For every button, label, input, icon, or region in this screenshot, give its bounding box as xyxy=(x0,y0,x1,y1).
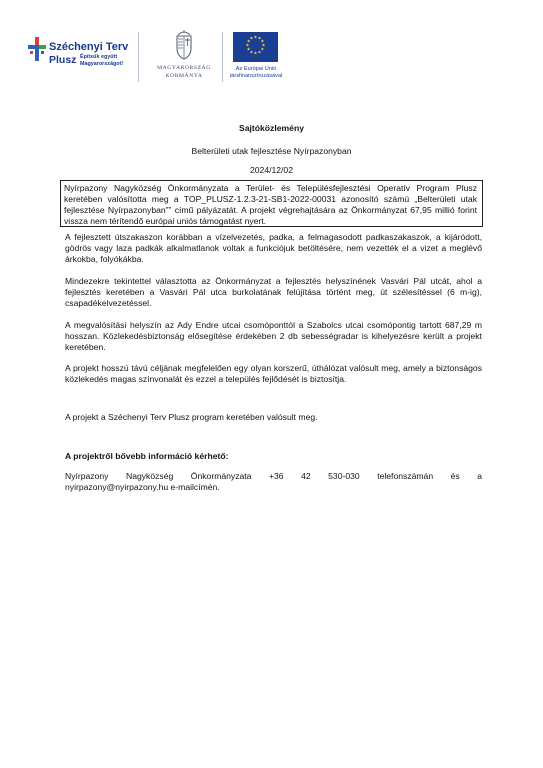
magyarorszag-kormanya-logo xyxy=(145,30,223,82)
contact-line-1: Nyírpazony Nagyközség Önkormányzata +36 42 530-030 telefonszámán és a xyxy=(65,471,482,481)
svg-text:★: ★ xyxy=(249,36,254,42)
kormany-line-1: MAGYARORSZÁG xyxy=(157,65,211,71)
document-date: 2024/12/02 xyxy=(249,165,293,175)
kormany-line-2: KORMÁNYA xyxy=(165,73,203,79)
svg-text:★: ★ xyxy=(253,35,258,41)
eu-line-2: társfinanszírozásával xyxy=(229,73,283,79)
contact-line-2: nyirpazony@nyirpazony.hu e-mailcímén. xyxy=(65,482,220,492)
svg-text:★: ★ xyxy=(257,50,262,56)
svg-text:★: ★ xyxy=(260,39,265,45)
sztp-cross-icon xyxy=(28,37,46,61)
eu-line-1: Az Európai Unió xyxy=(235,66,277,72)
svg-text:★: ★ xyxy=(249,50,254,56)
document-title: Sajtóközlemény xyxy=(239,123,304,133)
sztp-title: Széchenyi Terv xyxy=(49,41,129,53)
svg-text:★: ★ xyxy=(257,36,262,42)
eu-flag-icon xyxy=(233,32,278,62)
sztp-tagline-2: Magyarországot! xyxy=(80,60,124,67)
coat-of-arms-icon xyxy=(173,30,195,60)
document-subtitle: Belterületi utak fejlesztése Nyírpazonyban xyxy=(191,146,352,156)
paragraph-5: A projekt a Széchenyi Terv Plusz program keretében valósult meg. xyxy=(65,412,318,422)
info-heading: A projektről bővebb információ kérhető: xyxy=(65,451,229,461)
szechenyi-terv-plusz-logo xyxy=(28,35,138,80)
header xyxy=(0,0,543,95)
eu-logo xyxy=(222,32,288,84)
svg-text:★: ★ xyxy=(246,39,251,45)
project-summary-box xyxy=(60,180,483,227)
paragraph-1: A fejlesztett útszakaszon korábban a vízelvezetés, padka, a felmagasodott padkaszakaszok, a kijáródott, gödrös vagy laza padkák alkalmatlanok voltak a funkciójuk betöltésére, nem vezették el a vizet a meglévő árkokba, folyókákba. xyxy=(65,232,482,264)
sztp-tagline-1: Építsük együtt xyxy=(80,54,118,60)
svg-text:★: ★ xyxy=(245,43,250,49)
svg-text:★: ★ xyxy=(261,43,266,49)
svg-text:★: ★ xyxy=(260,47,265,53)
logo-divider xyxy=(138,32,139,82)
sztp-tagline xyxy=(80,54,140,68)
sztp-plus: Plusz xyxy=(49,54,77,66)
paragraph-3: A megvalósítási helyszín az Ady Endre utcai csomóponttól a Szabolcs utcai csomópontig tartott 687,29 m hosszan. Közlekedésbiztonság elősegítése érdekében 2 db sebességradar is kihelyezésre került a projekt keretében. xyxy=(65,320,482,352)
paragraph-2: Mindezekre tekintettel választotta az Önkormányzat a fejlesztés helyszínének Vasvári Pál utcát, ahol a fejlesztés keretében a Vasvári Pál utca burkolatának felújítása történt meg, út szélesítéssel (6 m-ig), csapadékelvezetéssel. xyxy=(65,276,482,308)
project-summary-text: Nyírpazony Nagyközség Önkormányzata a Terület- és Településfejlesztési Operatív Program Plusz keretében valósította meg a TOP_PLUSZ-1.2.3-21-SB1-2022-00031 azonosító számú „Belterületi utak fejlesztése Nyírpazonyban”” című pályázatát. A projekt végrehajtására az Önkormányzat 67,95 millió forint vissza nem térítendő európai uniós támogatást nyert. xyxy=(64,183,477,226)
svg-text:★: ★ xyxy=(253,51,258,57)
paragraph-4: A projekt hosszú távú céljának megfelelően egy olyan korszerű, úthálózat valósult meg, amely a biztonságos közlekedés magas színvonalát és ezzel a település fejlődését is biztosítja. xyxy=(65,363,482,384)
svg-text:★: ★ xyxy=(246,47,251,53)
